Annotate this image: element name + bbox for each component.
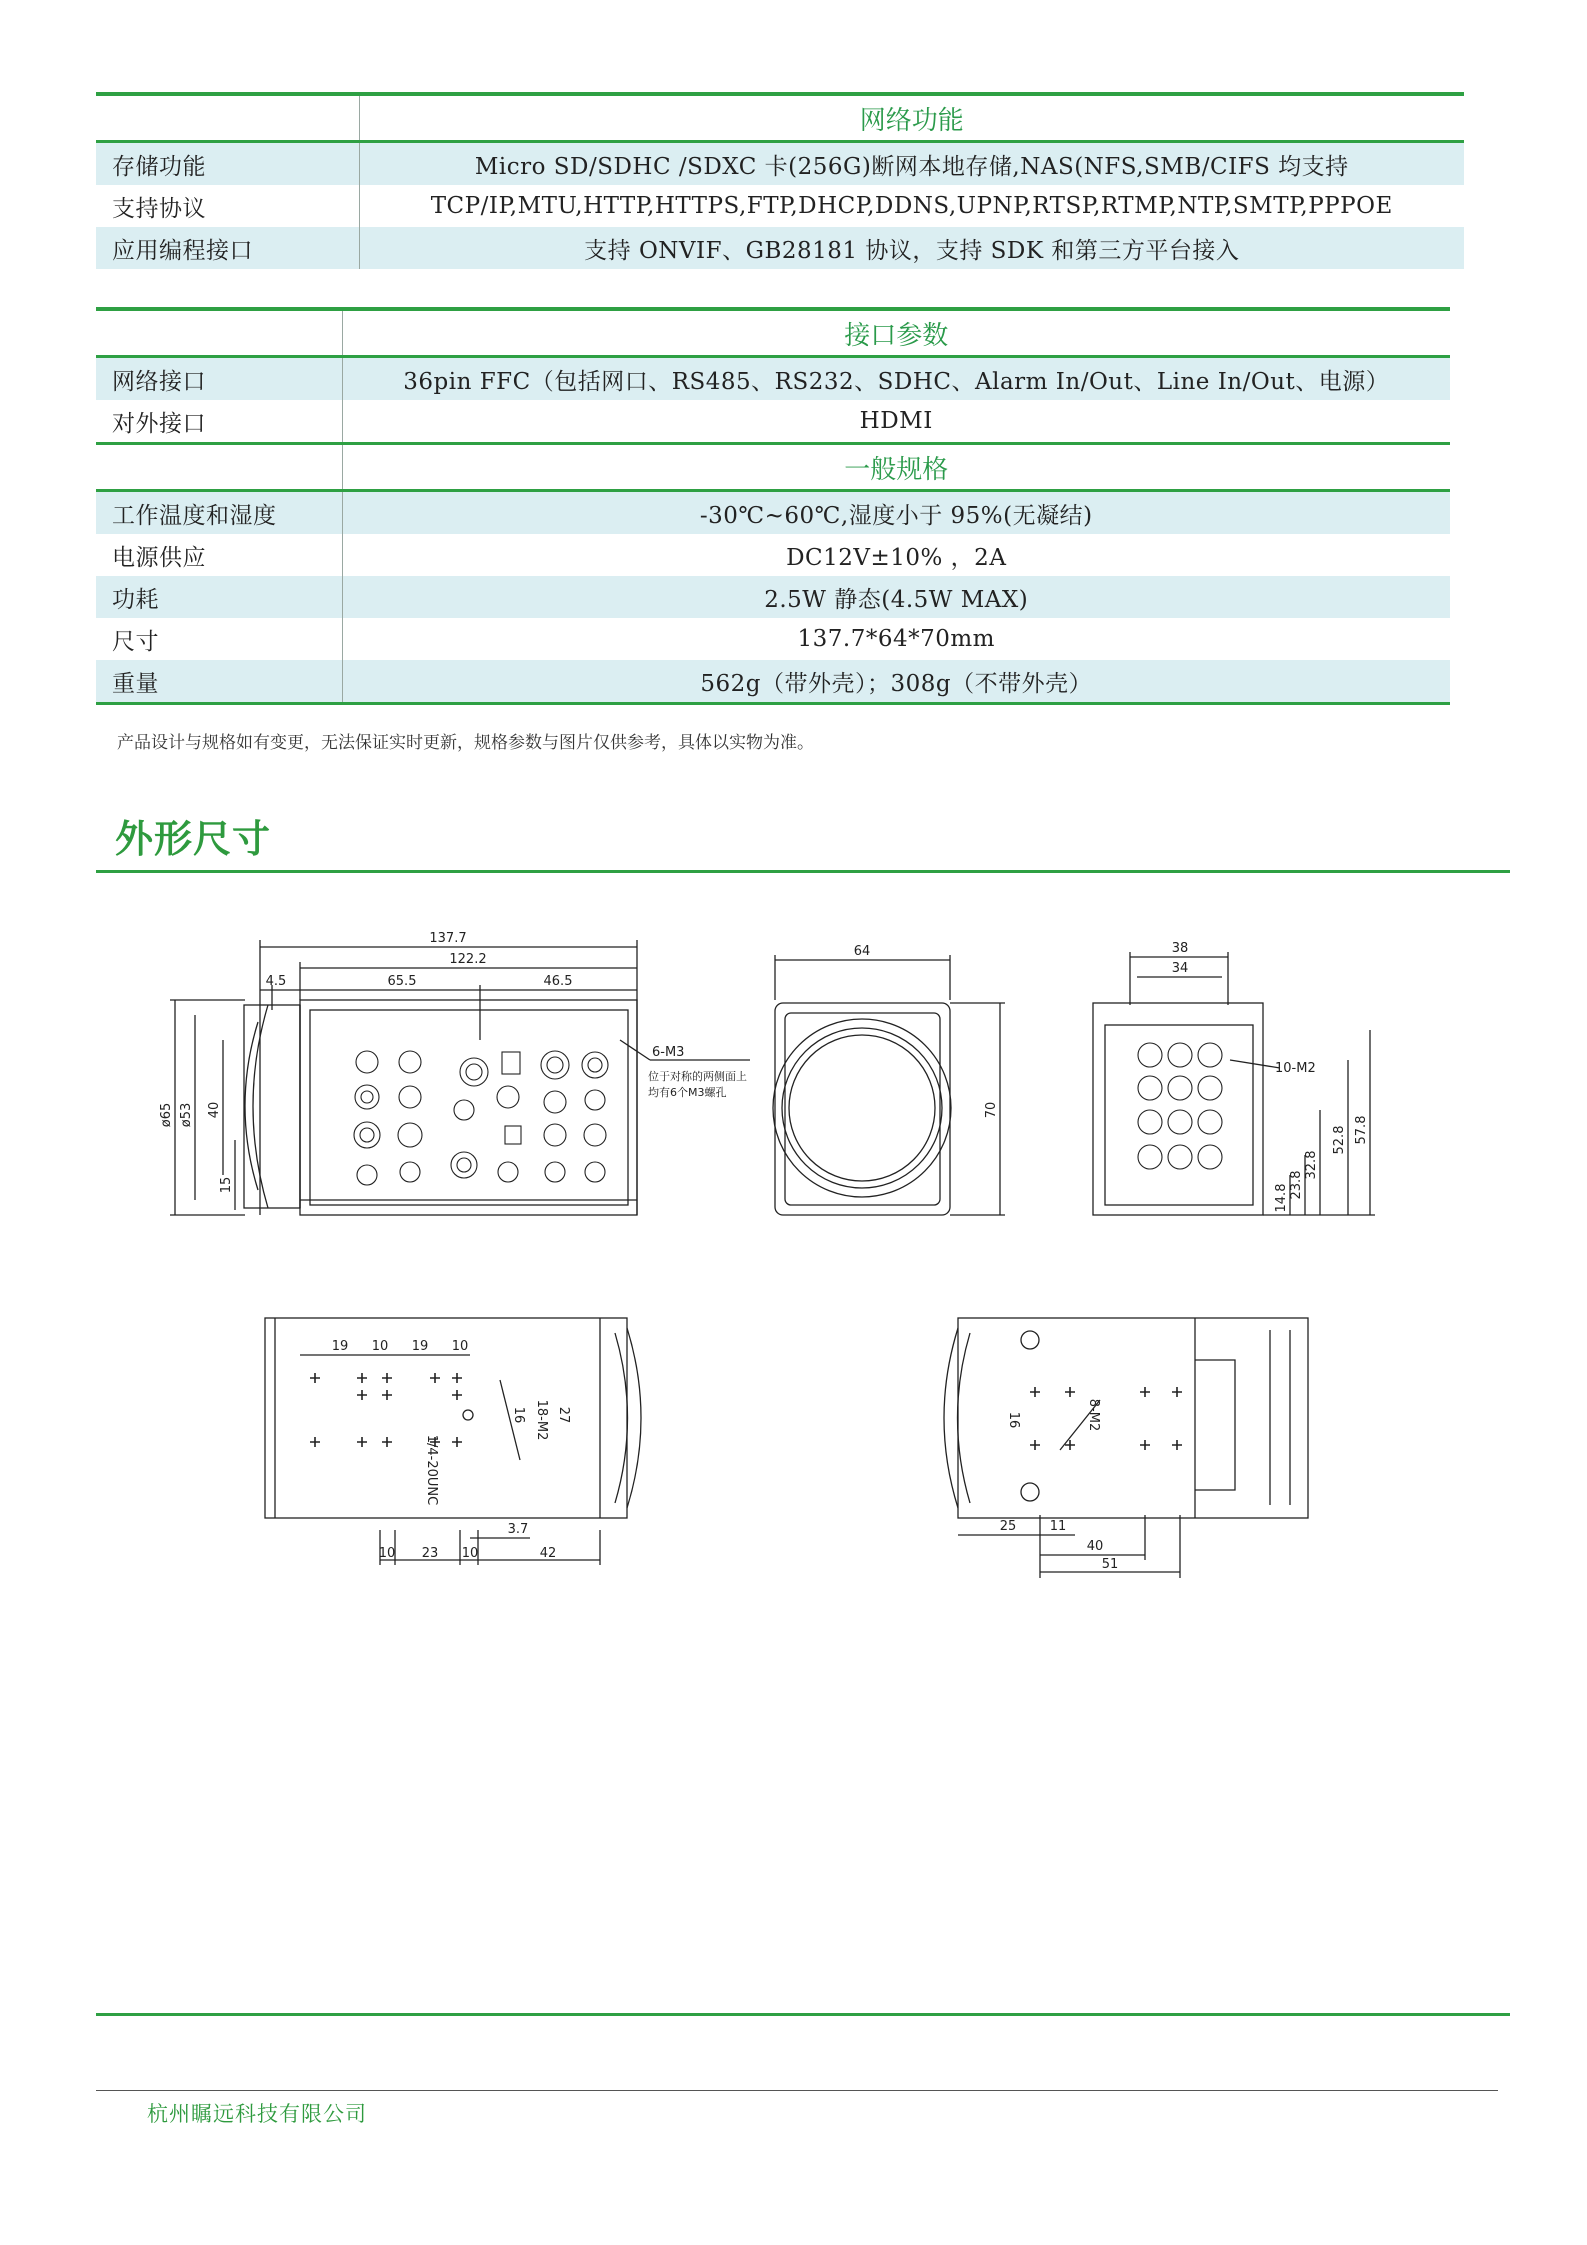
row-label: 对外接口 xyxy=(96,400,342,444)
dim-d53: ø53 xyxy=(179,1102,194,1128)
dim-side-left: 4.5 xyxy=(265,974,287,989)
dim-top-40: 40 xyxy=(1086,1539,1104,1554)
dim-back-57-8: 57.8 xyxy=(1354,1115,1369,1145)
section-title-interface: 接口参数 xyxy=(342,309,1450,357)
dim-bot-27: 27 xyxy=(556,1406,571,1424)
company-name: 杭州瞩远科技有限公司 xyxy=(147,2102,367,2126)
dim-front-width: 64 xyxy=(853,944,871,959)
row-label: 功耗 xyxy=(96,576,342,618)
row-value: DC12V±10% ，2A xyxy=(786,544,1007,571)
row-value: 2.5W 静态(4.5W MAX) xyxy=(342,576,1450,618)
footer-divider-green xyxy=(96,2013,1510,2016)
dim-back-52-8: 52.8 xyxy=(1332,1125,1347,1155)
dim-bot-10c: 10 xyxy=(378,1546,396,1561)
row-value: 36pin FFC（包括网口、RS485、RS232、SDHC、Alarm In/Out、Line In/Out、电源） xyxy=(342,357,1450,401)
dim-top-25: 25 xyxy=(999,1519,1017,1534)
dim-back-m2: 10-M2 xyxy=(1275,1061,1316,1076)
dim-top-8m2: 8-M2 xyxy=(1086,1398,1101,1432)
dim-back-23-8: 23.8 xyxy=(1289,1170,1304,1200)
dim-m3-note-2: 均有6个M3螺孔 xyxy=(648,1086,727,1099)
row-label: 应用编程接口 xyxy=(96,227,359,269)
row-label: 重量 xyxy=(96,660,342,704)
dim-top-11: 11 xyxy=(1049,1519,1067,1534)
row-label: 电源供应 xyxy=(96,534,342,576)
dim-back-38: 38 xyxy=(1171,941,1189,956)
dim-bot-19b: 19 xyxy=(411,1339,429,1354)
section-title-network: 网络功能 xyxy=(359,94,1464,142)
dim-back-34: 34 xyxy=(1171,961,1189,976)
back-view-drawing xyxy=(1093,952,1375,1215)
dim-d65: ø65 xyxy=(159,1102,174,1128)
front-view-drawing xyxy=(773,955,1005,1215)
dim-top-51: 51 xyxy=(1101,1557,1119,1572)
dim-bot-3-7: 3.7 xyxy=(507,1522,529,1537)
dim-h40: 40 xyxy=(207,1101,222,1119)
dim-bot-10b: 10 xyxy=(451,1339,469,1354)
dim-h15: 15 xyxy=(219,1176,234,1194)
dim-bot-10a: 10 xyxy=(371,1339,389,1354)
dim-bot-10d: 10 xyxy=(461,1546,479,1561)
row-value: -30℃~60℃,湿度小于 95%(无凝结) xyxy=(342,491,1450,535)
top-view-drawing xyxy=(944,1318,1308,1578)
section-title-general: 一般规格 xyxy=(342,444,1450,491)
dim-back-14-8: 14.8 xyxy=(1274,1183,1289,1213)
row-label: 尺寸 xyxy=(96,618,342,660)
dim-bot-42: 42 xyxy=(539,1546,557,1561)
dim-side-right: 46.5 xyxy=(543,974,573,989)
dim-top-16: 16 xyxy=(1006,1411,1021,1429)
row-value: Micro SD/SDHC /SDXC 卡(256G)断网本地存储,NAS(NFS,SMB/CIFS 均支持 xyxy=(359,142,1464,186)
dim-back-32-8: 32.8 xyxy=(1304,1150,1319,1180)
footer-divider-thin xyxy=(96,2090,1498,2091)
dim-front-height: 70 xyxy=(984,1101,999,1119)
dim-bot-16: 16 xyxy=(511,1406,526,1424)
row-value: HDMI xyxy=(859,408,933,434)
dim-bot-23: 23 xyxy=(421,1546,439,1561)
bottom-view-drawing xyxy=(265,1318,641,1565)
dim-bot-19a: 19 xyxy=(331,1339,349,1354)
row-label: 工作温度和湿度 xyxy=(96,491,342,535)
row-label: 支持协议 xyxy=(96,185,359,227)
dim-m3: 6-M3 xyxy=(652,1045,685,1060)
row-value: 137.7*64*70mm xyxy=(797,626,995,652)
dim-side-mid: 65.5 xyxy=(387,974,417,989)
row-value: 支持 ONVIF、GB28181 协议，支持 SDK 和第三方平台接入 xyxy=(359,227,1464,269)
dim-bot-18m2: 18-M2 xyxy=(534,1399,549,1441)
dim-side-inner: 122.2 xyxy=(449,952,487,967)
dim-bot-unc: 1/4-20UNC xyxy=(424,1434,439,1506)
disclaimer-note: 产品设计与规格如有变更，无法保证实时更新，规格参数与图片仅供参考，具体以实物为准。 xyxy=(117,733,814,753)
dim-side-total: 137.7 xyxy=(429,931,467,946)
row-value: TCP/IP,MTU,HTTP,HTTPS,FTP,DHCP,DDNS,UPNP,RTSP,RTMP,NTP,SMTP,PPPOE xyxy=(430,193,1393,219)
row-value: 562g（带外壳）；308g（不带外壳） xyxy=(342,660,1450,704)
row-label: 存储功能 xyxy=(96,142,359,186)
row-label: 网络接口 xyxy=(96,357,342,401)
dim-m3-note-1: 位于对称的两侧面上 xyxy=(648,1070,747,1083)
dimensions-title: 外形尺寸 xyxy=(115,817,272,861)
